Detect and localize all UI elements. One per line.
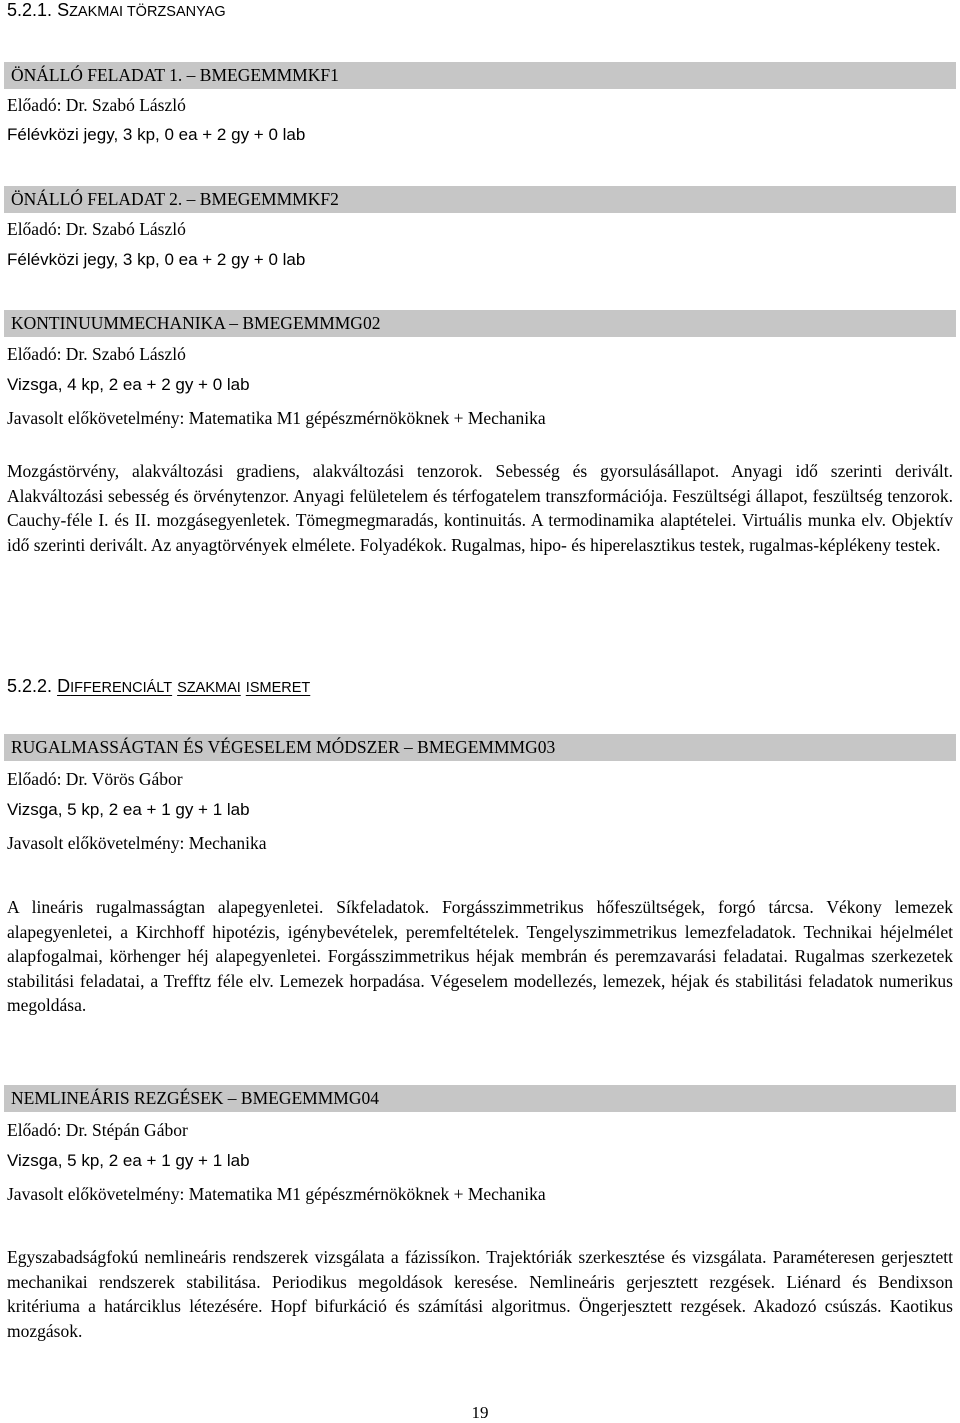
course-lecturer: Előadó: Dr. Szabó László bbox=[7, 219, 186, 239]
course-details: Vizsga, 5 kp, 2 ea + 1 gy + 1 lab bbox=[7, 800, 250, 819]
course-title-bar bbox=[4, 310, 956, 337]
course-details: Félévközi jegy, 3 kp, 0 ea + 2 gy + 0 lab bbox=[7, 125, 306, 144]
section-heading-core bbox=[7, 0, 226, 21]
section-title-initial: D bbox=[57, 676, 71, 696]
course-prerequisite: Javasolt előkövetelmény: Mechanika bbox=[7, 833, 267, 853]
course-details: Vizsga, 5 kp, 2 ea + 1 gy + 1 lab bbox=[7, 1151, 250, 1170]
page-number: 19 bbox=[471, 1403, 489, 1422]
course-title: KONTINUUMMECHANIKA – BMEGEMMMG02 bbox=[11, 313, 381, 333]
course-title-bar bbox=[4, 1085, 956, 1112]
course-prerequisite: Javasolt előkövetelmény: Matematika M1 gépészmérnököknek + Mechanika bbox=[7, 1184, 546, 1204]
course-title: NEMLINEÁRIS REZGÉSEK – BMEGEMMMG04 bbox=[11, 1088, 379, 1108]
course-title-bar bbox=[4, 62, 956, 89]
course-lecturer: Előadó: Dr. Vörös Gábor bbox=[7, 769, 183, 789]
course-description: Mozgástörvény, alakváltozási gradiens, alakváltozási tenzorok. Sebesség és gyorsulásállapot. Anyagi idő szerinti derivált. Alakváltozási sebesség és örvénytenzor. Anyagi felületelem és térfogatelem transzformációja. Feszültségi állapot, feszültség tenzorok. Cauchy-féle I. és II. mozgásegyenletek. Tömegmegmaradás, kontinuitás. A termodinamika alaptételei. Virtuális munka elv. Objektív idő szerinti derivált. Az anyagtörvények elmélete. Folyadékok. Rugalmas, hipo- és hiperelasztikus testek, rugalmas-képlékeny testek. bbox=[7, 461, 953, 555]
course-lecturer: Előadó: Dr. Szabó László bbox=[7, 95, 186, 115]
section-title-rest: ISMERET bbox=[245, 680, 311, 696]
course-lecturer: Előadó: Dr. Szabó László bbox=[7, 344, 186, 364]
course-lecturer: Előadó: Dr. Stépán Gábor bbox=[7, 1120, 188, 1140]
course-title: RUGALMASSÁGTAN ÉS VÉGESELEM MÓDSZER – BMEGEMMMG03 bbox=[11, 737, 556, 757]
section-number: 5.2.1. bbox=[7, 0, 53, 20]
section-title-rest: ZAKMAI TÖRZSANYAG bbox=[69, 4, 226, 20]
course-title: ÖNÁLLÓ FELADAT 1. – BMEGEMMMKF1 bbox=[11, 65, 339, 85]
course-title-bar bbox=[4, 734, 956, 761]
course-prerequisite: Javasolt előkövetelmény: Matematika M1 gépészmérnököknek + Mechanika bbox=[7, 408, 546, 428]
section-title-initial: S bbox=[57, 0, 70, 20]
course-title-bar bbox=[4, 186, 956, 213]
section-heading-differentiated bbox=[7, 676, 310, 697]
section-number: 5.2.2. bbox=[7, 676, 53, 696]
course-details: Félévközi jegy, 3 kp, 0 ea + 2 gy + 0 lab bbox=[7, 250, 306, 269]
section-title-rest: SZAKMAI bbox=[177, 680, 241, 696]
course-description: A lineáris rugalmasságtan alapegyenletei. Síkfeladatok. Forgásszimmetrikus hőfeszültségek, forgó tárcsa. Vékony lemezek alapegyenletei, a Kirchhoff hipotézis, igénybevételek, peremfeltételek. Tengelyszimmetrikus lemezfeladatok. Technikai héjelmélet alapfogalmai, körhenger héj alapegyenletei. Forgásszimmetrikus héjak membrán és peremzavarási feladatai. Rugalmas szerkezetek stabilitási feladatai, a Trefftz féle elv. Lemezek horpadása. Végeselem modellezés, lemezek, héjak és stabilitási feladatok numerikus megoldása. bbox=[7, 897, 953, 1015]
course-title: ÖNÁLLÓ FELADAT 2. – BMEGEMMMKF2 bbox=[11, 189, 339, 209]
section-title-rest: IFFERENCIÁLT bbox=[70, 680, 173, 696]
course-description: Egyszabadságfokú nemlineáris rendszerek vizsgálata a fázissíkon. Trajektóriák szerkesztése és vizsgálata. Paraméteresen gerjesztett mechanikai rendszerek stabilitása. Periodikus megoldások keresése. Nemlineáris gerjesztett rezgések. Liénard és Bendixson kritériuma a határciklus létezésére. Hopf bifurkáció és számítási algoritmus. Öngerjesztett rezgések. Akadozó csúszás. Kaotikus mozgások. bbox=[7, 1247, 953, 1341]
course-details: Vizsga, 4 kp, 2 ea + 2 gy + 0 lab bbox=[7, 375, 250, 394]
